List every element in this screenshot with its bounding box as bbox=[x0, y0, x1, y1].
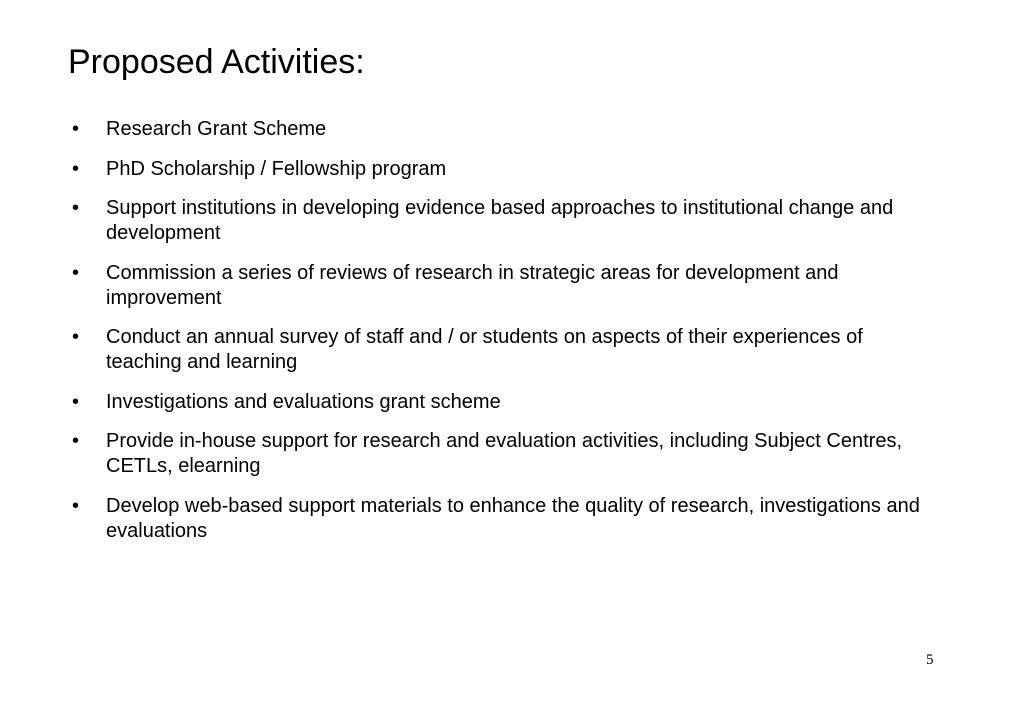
list-item-text: Research Grant Scheme bbox=[106, 118, 327, 140]
list-item bbox=[71, 494, 941, 544]
list-item-text: Conduct an annual survey of staff and / or students on aspects of their experiences of teaching and learning bbox=[106, 326, 863, 373]
list-item-text: Commission a series of reviews of research in strategic areas for development and improvement bbox=[106, 261, 839, 309]
list-item bbox=[71, 157, 941, 182]
slide-title: Proposed Activities: bbox=[68, 43, 365, 81]
bullet-icon: • bbox=[72, 326, 80, 348]
page-number: 5 bbox=[926, 652, 934, 668]
bullet-icon: • bbox=[72, 430, 80, 452]
activities-list bbox=[71, 117, 941, 558]
list-item bbox=[71, 196, 941, 246]
list-item-text: PhD Scholarship / Fellowship program bbox=[106, 157, 447, 180]
list-item bbox=[71, 117, 941, 142]
list-item-text: Investigations and evaluations grant scheme bbox=[106, 390, 501, 413]
bullet-icon: • bbox=[72, 118, 80, 140]
list-item bbox=[71, 325, 941, 375]
bullet-icon: • bbox=[72, 494, 80, 517]
list-item-text: Support institutions in developing evidence based approaches to institutional change and development bbox=[106, 197, 894, 244]
list-item-text: Develop web-based support materials to enhance the quality of research, investigations and evaluations bbox=[106, 494, 920, 542]
bullet-icon: • bbox=[72, 197, 80, 219]
list-item bbox=[71, 390, 941, 415]
list-item bbox=[71, 429, 941, 479]
list-item-text: Provide in-house support for research and evaluation activities, including Subject Centres, CETLs, elearning bbox=[106, 430, 902, 477]
list-item bbox=[71, 261, 941, 311]
bullet-icon: • bbox=[72, 261, 80, 284]
bullet-icon: • bbox=[72, 157, 80, 180]
bullet-icon: • bbox=[72, 390, 80, 413]
